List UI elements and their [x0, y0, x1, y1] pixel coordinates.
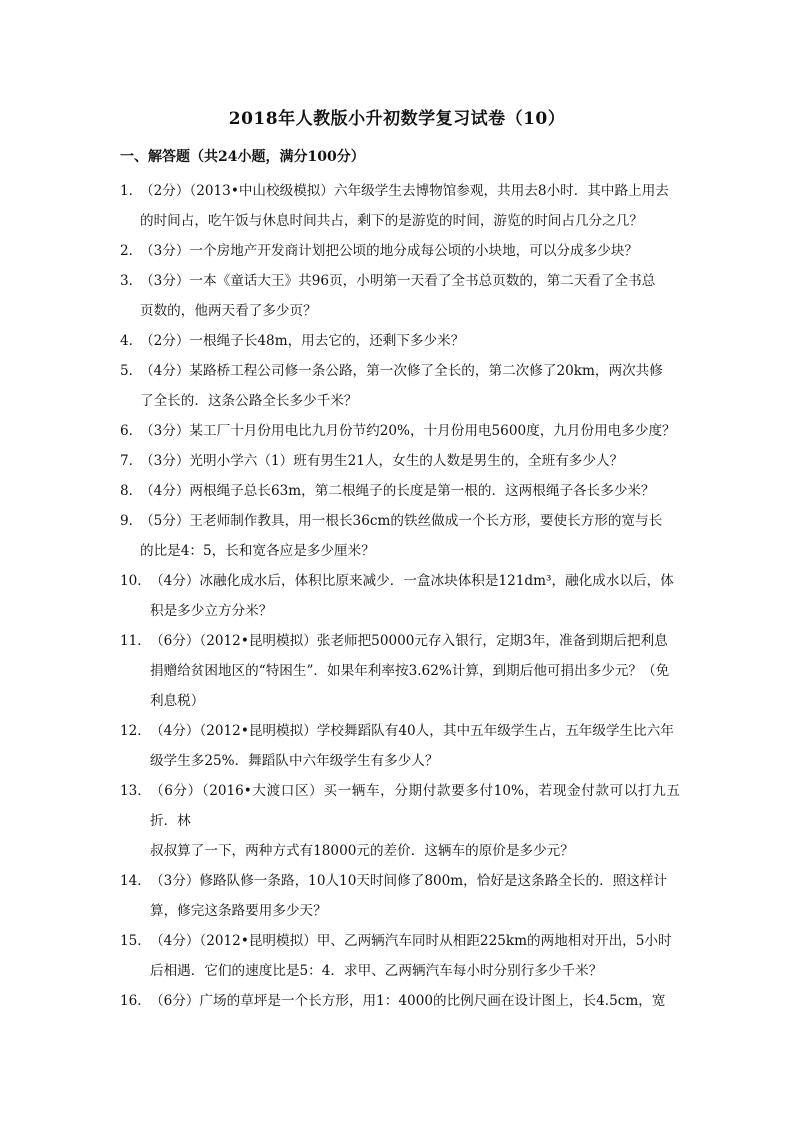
question-item: [120, 506, 680, 566]
question-number: 14．: [120, 873, 151, 889]
question-line: （2分）一根绳子长48m，用去它的，还剩下多少米？: [140, 333, 465, 349]
question-number: 10．: [120, 573, 151, 589]
question-item: [120, 416, 680, 446]
question-number: 2．: [120, 243, 143, 259]
question-line: 利息税）: [150, 693, 205, 709]
question-line: （3分）修路队修一条路，10人10天时间修了800m，恰好是这条路全长的．照这样计: [150, 873, 668, 889]
question-text: [150, 986, 680, 1016]
question-item: [120, 566, 680, 626]
question-number: 9．: [120, 513, 143, 529]
question-text: [150, 776, 680, 866]
question-line: 的时间占，吃午饭与休息时间共占，剩下的是游览的时间，游览的时间占几分之几？: [140, 213, 643, 229]
question-line: 后相遇．它们的速度比是5：4．求甲、乙两辆汽车每小时分别行多少千米？: [150, 963, 603, 979]
question-line: （6分）（2016•大渡口区）买一辆车，分期付款要多付10%，若现金付款可以打九五折．林: [150, 783, 680, 829]
question-line: （3分）一个房地产开发商计划把公顷的地分成每公顷的小块地，可以分成多少块？: [140, 243, 639, 259]
question-line: （5分）王老师制作教具，用一根长36cm的铁丝做成一个长方形，要使长方形的宽与长: [140, 513, 663, 529]
question-text: [150, 716, 680, 776]
question-list: [120, 176, 680, 1016]
question-text: [140, 176, 680, 236]
question-number: 12．: [120, 723, 151, 739]
question-text: [150, 566, 680, 626]
question-line: （3分）某工厂十月份用电比九月份节约20%，十月份用电5600度，九月份用电多少度？: [140, 423, 676, 439]
question-line: （3分）一本《童话大王》共96页，小明第一天看了全书总页数的，第二天看了全书总: [140, 273, 656, 289]
question-text: [140, 446, 680, 476]
question-line: （4分）冰融化成水后，体积比原来减少．一盒冰块体积是121dm³，融化成水以后，体: [150, 573, 674, 589]
question-text: [150, 626, 680, 716]
question-item: [120, 926, 680, 986]
question-line: 算，修完这条路要用多少天？: [150, 903, 327, 919]
question-item: [120, 776, 680, 866]
question-text: [140, 506, 680, 566]
question-line: 级学生多25%．舞蹈队中六年级学生有多少人？: [150, 753, 439, 769]
question-line: （2分）（2013•中山校级模拟）六年级学生去博物馆参观，共用去8小时．其中路上用去: [140, 183, 669, 199]
question-line: （4分）（2012•昆明模拟）学校舞蹈队有40人，其中五年级学生占，五年级学生比六年: [150, 723, 674, 739]
question-number: 8．: [120, 483, 143, 499]
question-line: （4分）（2012•昆明模拟）甲、乙两辆汽车同时从相距225km的两地相对开出，5小时: [150, 933, 672, 949]
question-line: 积是多少立方分米？: [150, 603, 273, 619]
question-number: 13．: [120, 783, 151, 799]
question-item: [120, 986, 680, 1016]
question-text: [140, 236, 680, 266]
question-line: 捐赠给贫困地区的“特困生”．如果年利率按3.62%计算，到期后他可捐出多少元？（免: [150, 663, 670, 679]
question-number: 4．: [120, 333, 143, 349]
question-item: [120, 176, 680, 236]
question-line: 叔叔算了一下，两种方式有18000元的差价．这辆车的原价是多少元？: [150, 843, 574, 859]
question-text: [140, 416, 680, 446]
question-item: [120, 266, 680, 326]
question-number: 7．: [120, 453, 143, 469]
question-line: （4分）某路桥工程公司修一条公路，第一次修了全长的，第二次修了20km，两次共修: [140, 363, 663, 379]
question-number: 15．: [120, 933, 151, 949]
question-item: [120, 356, 680, 416]
question-line: （6分）广场的草坪是一个长方形，用1：4000的比例尺画在设计图上，长4.5cm，宽: [150, 993, 666, 1009]
question-item: [120, 236, 680, 266]
question-item: [120, 326, 680, 356]
question-item: [120, 446, 680, 476]
question-item: [120, 866, 680, 926]
page-title: 2018年人教版小升初数学复习试卷（10）: [228, 109, 566, 129]
question-number: 16．: [120, 993, 151, 1009]
question-line: 的比是4：5，长和宽各应是多少厘米？: [140, 543, 375, 559]
question-number: 5．: [120, 363, 143, 379]
question-number: 3．: [120, 273, 143, 289]
question-text: [140, 476, 680, 506]
question-number: 1．: [120, 183, 143, 199]
question-item: [120, 626, 680, 716]
question-text: [150, 866, 680, 926]
question-line: （4分）两根绳子总长63m，第二根绳子的长度是第一根的．这两根绳子各长多少米？: [140, 483, 655, 499]
question-number: 11．: [120, 633, 151, 649]
question-number: 6．: [120, 423, 143, 439]
question-line: 页数的，他两天看了多少页？: [140, 303, 317, 319]
question-text: [140, 326, 680, 356]
question-text: [140, 356, 680, 416]
section-heading: 一、解答题（共24小题，满分100分）: [120, 149, 365, 165]
question-text: [140, 266, 680, 326]
question-item: [120, 716, 680, 776]
question-line: 了全长的．这条公路全长多少千米？: [140, 393, 358, 409]
question-line: （6分）（2012•昆明模拟）张老师把50000元存入银行，定期3年，准备到期后把利息: [150, 633, 668, 649]
question-text: [150, 926, 680, 986]
question-line: （3分）光明小学六（1）班有男生21人，女生的人数是男生的，全班有多少人？: [140, 453, 624, 469]
question-item: [120, 476, 680, 506]
